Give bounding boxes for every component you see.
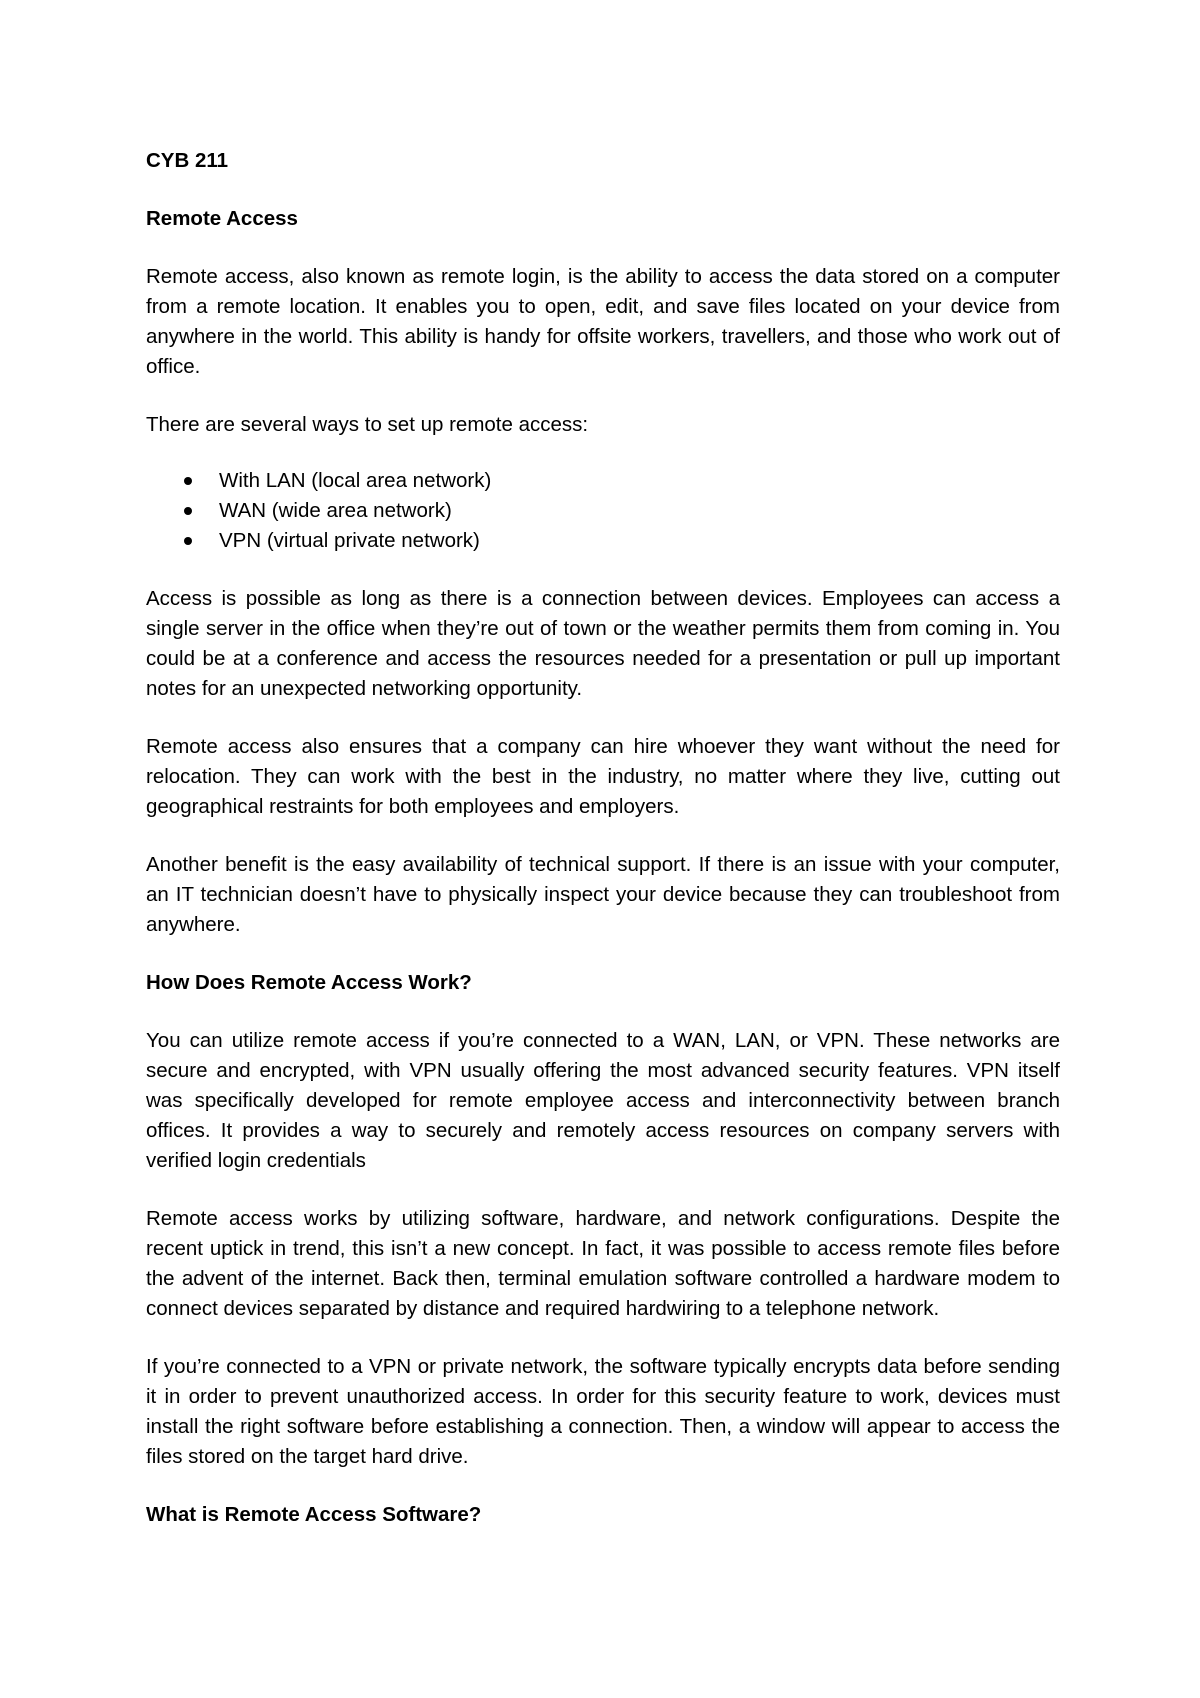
software-heading: What is Remote Access Software? bbox=[146, 1503, 482, 1526]
encryption-paragraph: If you’re connected to a VPN or private network, the software typically encrypts data before sending it in order to prevent unauthorized access. In order for this security feature to work, devices must install the right software before establishing a connection. Then, a window will appear to access the files stored on the target hard drive. bbox=[146, 1355, 1060, 1468]
bullet-icon bbox=[184, 477, 192, 485]
how-it-works-heading: How Does Remote Access Work? bbox=[146, 971, 472, 994]
list-item bbox=[146, 526, 1060, 556]
course-code: CYB 211 bbox=[146, 149, 229, 172]
list-item bbox=[146, 496, 1060, 526]
hiring-paragraph: Remote access also ensures that a company can hire whoever they want without the need for relocation. They can work with the best in the industry, no matter where they live, cutting out geographical restraints for both employees and employers. bbox=[146, 735, 1060, 818]
list-item-text: VPN (virtual private network) bbox=[219, 529, 480, 552]
ways-list bbox=[146, 466, 1060, 556]
ways-intro: There are several ways to set up remote access: bbox=[146, 413, 589, 436]
list-item bbox=[146, 466, 1060, 496]
history-paragraph: Remote access works by utilizing software, hardware, and network configurations. Despite the recent uptick in trend, this isn’t a new concept. In fact, it was possible to access remote files before the advent of the internet. Back then, terminal emulation software controlled a hardware modem to connect devices separated by distance and required hardwiring to a telephone network. bbox=[146, 1207, 1060, 1320]
access-paragraph: Access is possible as long as there is a connection between devices. Employees can access a single server in the office when they’re out of town or the weather permits them from coming in. You could be at a conference and access the resources needed for a presentation or pull up important notes for an unexpected networking opportunity. bbox=[146, 587, 1060, 700]
intro-paragraph: Remote access, also known as remote login, is the ability to access the data stored on a computer from a remote location. It enables you to open, edit, and save files located on your device from anywhere in the world. This ability is handy for offsite workers, travellers, and those who work out of office. bbox=[146, 265, 1060, 378]
list-item-text: WAN (wide area network) bbox=[219, 499, 452, 522]
remote-access-heading: Remote Access bbox=[146, 207, 298, 230]
networks-paragraph: You can utilize remote access if you’re connected to a WAN, LAN, or VPN. These networks are secure and encrypted, with VPN usually offering the most advanced security features. VPN itself was specifically developed for remote employee access and interconnectivity between branch offices. It provides a way to securely and remotely access resources on company servers with verified login credentials bbox=[146, 1029, 1060, 1172]
support-paragraph: Another benefit is the easy availability of technical support. If there is an issue with your computer, an IT technician doesn’t have to physically inspect your device because they can troubleshoot from anywhere. bbox=[146, 853, 1060, 936]
bullet-icon bbox=[184, 507, 192, 515]
bullet-icon bbox=[184, 537, 192, 545]
list-item-text: With LAN (local area network) bbox=[219, 469, 492, 492]
document-page bbox=[146, 146, 1060, 1558]
